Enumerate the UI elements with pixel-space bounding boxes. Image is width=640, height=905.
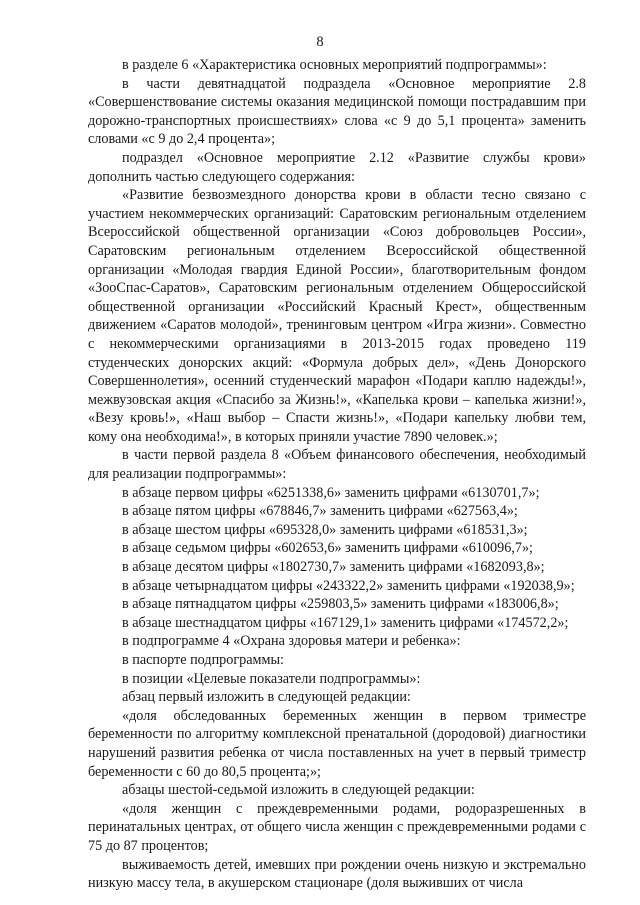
paragraph: в абзаце пятнадцатом цифры «259803,5» заменить цифрами «183006,8»; xyxy=(122,596,559,613)
paragraph: абзац первый изложить в следующей редакции: xyxy=(122,689,411,706)
paragraph: в абзаце десятом цифры «1802730,7» заменить цифрами «1682093,8»; xyxy=(122,559,545,576)
page-number: 8 xyxy=(316,34,324,50)
paragraph: «Развитие безвозмездного донорства крови в области тесно связано с участием некоммерческих организаций: Саратовским региональным отделением Всероссийской общественной организации «Союз добровольцев России», Саратовским региональным отделением Всероссийской общественной организации «Молодая гвардия Единой России», благотворительным фондом «ЗооСпас-Саратов», Саратовским региональным отделением Общероссийской общественной организации «Российский Красный Крест», общественным движением «Саратов молодой», тренинговым центром «Игра жизни». Совместно с некоммерческими организациями в 2013-2015 годах проведено 119 студенческих донорских акций: «Формула добрых дел», «День Донорского Совершеннолетия», осенний студенческий марафон «Подари каплю надежды!», межвузовская акция «Спасибо за Жизнь!», «Капелька крови – капелька жизни!», «Везу кровь!», «Наш выбор – Спасти жизнь!», «Подари капельку любви тем, кому она необходима!», в которых приняли участие 7890 человек.»; xyxy=(88,187,586,445)
paragraph: «доля обследованных беременных женщин в первом триместре беременности по алгоритму комплексной пренатальной (дородовой) диагностики нарушений развития ребенка от числа поставленных на учет в первый триместр беременности с 60 до 80,5 процента;»; xyxy=(88,707,586,780)
paragraph: в абзаце шестнадцатом цифры «167129,1» заменить цифрами «174572,2»; xyxy=(122,614,569,631)
paragraph: в абзаце четырнадцатом цифры «243322,2» заменить цифрами «192038,9»; xyxy=(122,577,575,594)
paragraph: в паспорте подпрограммы: xyxy=(122,652,284,668)
paragraph: в позиции «Целевые показатели подпрограммы»: xyxy=(122,670,421,687)
paragraph: в части первой раздела 8 «Объем финансового обеспечения, необходимый для реализации подпрограммы»: xyxy=(88,447,586,483)
paragraph: в части девятнадцатой подраздела «Основное мероприятие 2.8 «Совершенствование системы оказания медицинской помощи пострадавшим при дорожно-транспортных происшествиях» слова «с 9 до 5,1 процента» заменить словами «с 9 до 2,4 процента»; xyxy=(88,75,586,148)
paragraph: абзацы шестой-седьмой изложить в следующей редакции: xyxy=(122,782,475,799)
paragraph: в подпрограмме 4 «Охрана здоровья матери и ребенка»: xyxy=(122,633,461,650)
document-body xyxy=(88,56,586,893)
paragraph: в разделе 6 «Характеристика основных мероприятий подпрограммы»: xyxy=(122,57,547,73)
paragraph: в абзаце первом цифры «6251338,6» заменить цифрами «6130701,7»; xyxy=(122,484,540,501)
paragraph: «доля женщин с преждевременными родами, родоразрешенных в перинатальных центрах, от общего числа женщин с преждевременными родами с 75 до 87 процентов; xyxy=(88,800,586,854)
paragraph: в абзаце шестом цифры «695328,0» заменить цифрами «618531,3»; xyxy=(122,521,528,538)
paragraph: в абзаце седьмом цифры «602653,6» заменить цифрами «610096,7»; xyxy=(122,540,533,557)
paragraph: в абзаце пятом цифры «678846,7» заменить цифрами «627563,4»; xyxy=(122,503,518,520)
paragraph: подраздел «Основное мероприятие 2.12 «Развитие службы крови» дополнить частью следующего содержания: xyxy=(88,149,586,185)
paragraph: выживаемость детей, имевших при рождении очень низкую и экстремально низкую массу тела, в акушерском стационаре (доля выживших от числа xyxy=(88,856,586,892)
